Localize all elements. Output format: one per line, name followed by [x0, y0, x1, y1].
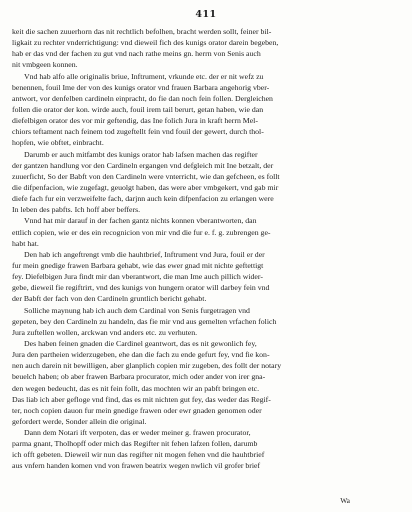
text-line: In leben des pabfts. Ich hoff aber beffers.: [12, 205, 141, 215]
text-line: ligkait zu rechter vnderrichtigung: vnd dieweil fich des kunigs orator darein begeben,: [12, 38, 279, 48]
text-line: beuelch haben; ob aber frawen Barbara procurator, mich oder ander von irer gna-: [12, 372, 266, 382]
text-line: Darumb er auch mitfambt des kunigs orator hab lafsen machen das regifter: [24, 149, 258, 159]
text-line: parma gnant, Tholhopff oder mich das Regifter nit fehen lafzen follen, darumb: [12, 439, 258, 449]
text-line: diefelbigen orator des vor mir geftendig, das Ine folich Jura in kraft herrn Mel-: [12, 116, 258, 126]
text-line: habt hat.: [12, 238, 39, 248]
catchword: Wa: [340, 496, 350, 505]
text-line: antwort, vor denfelben cardineln einpracht, do fie dan noch fein follen. Dergleichen: [12, 93, 273, 103]
text-line: Vnd hab alfo alle originalis briue, Inftrument, vrkunde etc. der er nit wefz zu: [24, 71, 264, 81]
text-line: Vnnd hat mir darauf in der fachen gantz nichts konnen vberantworten, dan: [24, 216, 257, 226]
text-line: chiors teftament nach feinem tod zugeftellt fein vnd fouil der gewert, durch thol-: [12, 127, 264, 137]
text-line: gefordert werde, Sonder allein die original.: [12, 416, 147, 426]
text-line: Des haben feinen gnaden die Cardinel geantwort, das es nit gewonlich fey,: [24, 338, 257, 348]
text-line: fey. Diefelbigen Jura findt mir dan vberantwort, die man Ime auch pillich wider-: [12, 272, 263, 282]
text-line: aus vnfern handen komen vnd von frawen beatrix wegen nwlich vil grofer brief: [12, 461, 261, 471]
page-number: 411: [195, 9, 217, 20]
text-line: Solliche maynung hab ich auch dem Cardinal von Senis furgetragen vnd: [24, 305, 250, 315]
text-line: keit die sachen zuuerhorn das nit rechtlich befolhen, bracht werden sollt, feiner bil-: [12, 27, 272, 36]
text-line: ettlich copien, wie er des ein recognicion von mir vnd die fur e. f. g. zubrengen ge-: [12, 227, 271, 237]
text-line: gebe, dieweil fie regiftrirt, vnd des kunigs von hungern orator will darbey fein vnd: [12, 283, 270, 293]
text-line: gepeten, bey den Cardineln zu handeln, das fie mir vnd aus gemelten vrfachen folich: [12, 316, 277, 326]
text-line: nit vmbgeen konnen.: [12, 60, 78, 70]
text-line: diefe fach fur ein verzweifelte fach, darjnn auch kein difpenfacion zu erlangen were: [12, 194, 274, 204]
text-line: Das liab ich aber gefloge vnd find, das es mit nichten gut fey, das weder das Regif-: [12, 394, 271, 404]
text-line: Dann dem Notari ift verpoten, das er weder meiner g. frawen procurator,: [24, 428, 251, 438]
text-line: den wegen bedeucht, das es nit fein follt, das mochten wir an pabft bringen etc.: [12, 383, 260, 393]
page-body: [12, 26, 400, 472]
text-line: Jura zuftellen wollen, arckwan vnd anders etc. zu verhuten.: [12, 327, 198, 337]
text-line: hopfen, wie obftet, einbracht.: [12, 138, 104, 148]
text-line: ich offt gebeten. Dieweil wir nun das regifter nit mogen fehen vnd die hauhtbrief: [12, 450, 265, 460]
text-line: ter, noch copien dauon fur mein gnedige frawen oder ewr gnaden genomen oder: [12, 405, 262, 415]
text-line: hab er das vnd der fachen zu gut vnd nach rathe meins gn. herrn von Senis auch: [12, 49, 261, 59]
text-line: der Babft der fach von den Cardineln gruntlich bericht gehabt.: [12, 294, 207, 304]
text-line: die difpenfacion, wie zugefagt, geuolgt haben, das were aber vmbgekert, vnd gab mir: [12, 182, 279, 192]
text-line: Den hab ich angeftrengt vmb die hauhtbrief, Inftrument vnd Jura, fouil er der: [24, 249, 265, 259]
text-line: follen die orator der kon. wirde auch, fouil irem tail berurt, getan haben, wie dan: [12, 104, 264, 114]
text-line: fur mein gnedige frawen Barbara gehabt, wie das ewer gnad mit nichte geftettigt: [12, 260, 264, 270]
text-line: der gantzen handlung vor den Cardineln ergangen vnd defgleich mit Ine betzalt, der: [12, 160, 274, 170]
text-line: nen auch darein nit bewilligen, aber glanplich copien mir zugeben, des follt der notary: [12, 361, 282, 371]
text-line: zuuerficht, So der Babft von den Cardineln were vnterricht, wie dan gefcheen, es follt: [12, 171, 280, 181]
text-line: benennen, fouil Ime der von des kunigs orator vnd frauen Barbara angehorig vber-: [12, 82, 270, 92]
text-line: Jura den partheien widerzugeben, ehe dan die fach zu ende gefurt fey, vnd fie kon-: [12, 350, 270, 360]
